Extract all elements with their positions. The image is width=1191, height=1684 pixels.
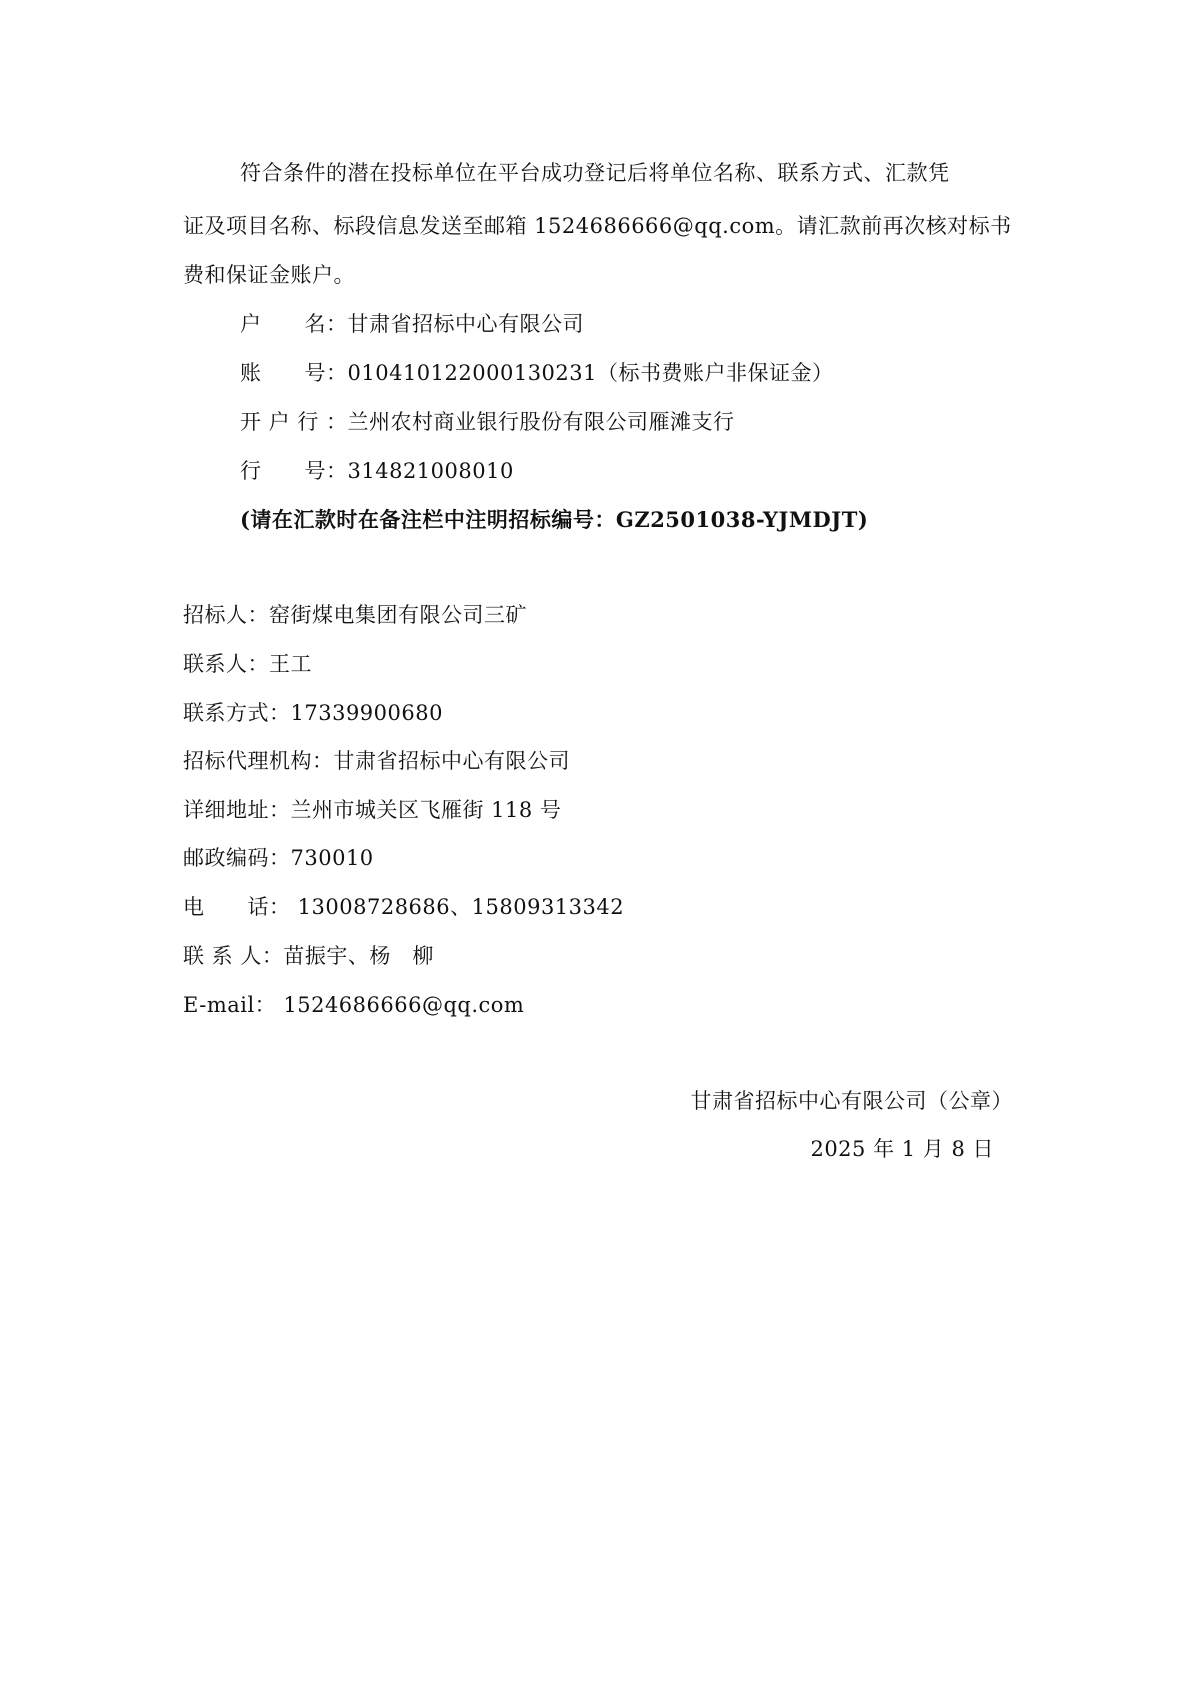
account-name-label: 户 名：: [240, 312, 348, 336]
tenderer-phone-row: [183, 700, 443, 726]
account-bank-label: 开 户 行 ：: [240, 410, 348, 434]
tenderer-phone-value: 17339900680: [290, 701, 443, 725]
agency-contacts-value: 苗振宇、杨 柳: [283, 944, 434, 968]
tenderer-name-value: 窑街煤电集团有限公司三矿: [269, 603, 527, 627]
agency-address-row: [183, 797, 561, 823]
account-bank-no-value: 314821008010: [347, 459, 514, 483]
agency-postcode-value: 730010: [290, 846, 374, 870]
tenderer-name-row: [183, 602, 527, 628]
agency-tel-value: 13008728686、15809313342: [290, 895, 625, 919]
agency-tel-label: 电 话：: [183, 895, 291, 919]
agency-postcode-row: [183, 845, 374, 871]
agency-address-value: 兰州市城关区飞雁街 118 号: [290, 798, 562, 822]
agency-tel-row: [183, 894, 624, 920]
agency-contacts-label: 联 系 人：: [183, 944, 284, 968]
tenderer-contact-row: [183, 651, 312, 677]
intro-line-2: 证及项目名称、标段信息发送至邮箱 1524686666@qq.com。请汇款前再次核对标书: [183, 214, 1012, 238]
account-name-row: [240, 311, 584, 337]
intro-line-3: 费和保证金账户。: [183, 263, 355, 287]
signature-date: 2025 年 1 月 8 日: [810, 1137, 994, 1161]
agency-address-label: 详细地址：: [183, 798, 291, 822]
agency-name-row: [183, 748, 570, 774]
signature-org: 甘肃省招标中心有限公司（公章）: [690, 1089, 1013, 1113]
tenderer-phone-label: 联系方式：: [183, 701, 291, 725]
tenderer-contact-label: 联系人：: [183, 652, 269, 676]
account-number-row: [240, 360, 834, 386]
agency-email-label: E-mail：: [183, 993, 277, 1017]
account-name-value: 甘肃省招标中心有限公司: [347, 312, 584, 336]
tenderer-name-label: 招标人：: [183, 603, 269, 627]
account-bank-no-label: 行 号：: [240, 459, 348, 483]
agency-name-value: 甘肃省招标中心有限公司: [333, 749, 570, 773]
account-number-label: 账 号：: [240, 361, 348, 385]
agency-contacts-row: [183, 943, 434, 969]
account-bank-row: [240, 409, 735, 435]
account-bank-no-row: [240, 458, 514, 484]
remittance-remark: (请在汇款时在备注栏中注明招标编号：GZ2501038-YJMDJT): [240, 507, 869, 532]
account-number-value: 010410122000130231（标书费账户非保证金）: [347, 361, 834, 385]
agency-email-row: [183, 992, 524, 1018]
agency-postcode-label: 邮政编码：: [183, 846, 291, 870]
agency-name-label: 招标代理机构：: [183, 749, 334, 773]
intro-line-1: 符合条件的潜在投标单位在平台成功登记后将单位名称、联系方式、汇款凭: [240, 161, 950, 185]
account-bank-value: 兰州农村商业银行股份有限公司雁滩支行: [347, 410, 735, 434]
agency-email-value[interactable]: 1524686666@qq.com: [276, 993, 525, 1017]
tenderer-contact-value: 王工: [269, 652, 312, 676]
